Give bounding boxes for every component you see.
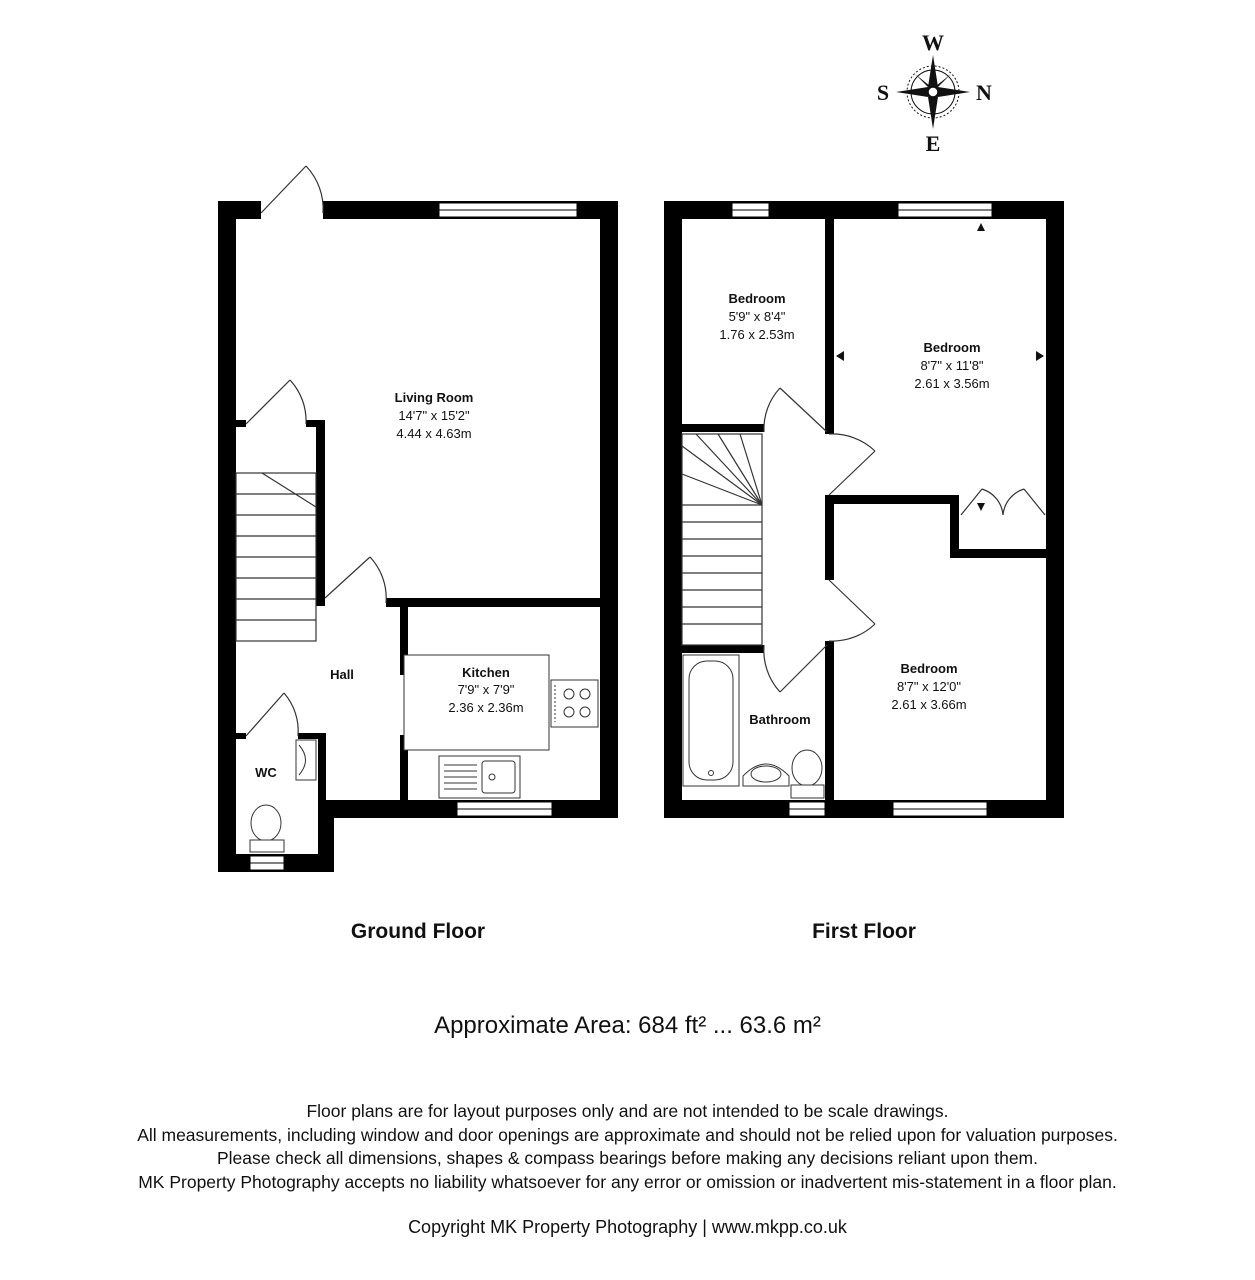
compass-south-label: S: [876, 80, 890, 105]
compass-north-label: N: [976, 80, 992, 105]
front-door: [261, 166, 323, 213]
window: [457, 802, 552, 816]
bedroom-top-name: Bedroom: [923, 340, 981, 355]
copyright: Copyright MK Property Photography | www.mkpp.co.uk: [408, 1217, 847, 1237]
window: [250, 856, 284, 870]
wall: [306, 420, 325, 427]
ground-floor-plan: [218, 166, 618, 872]
ground-floor-title: Ground Floor: [350, 920, 486, 943]
window: [893, 802, 987, 816]
arrow-marker: [836, 351, 844, 361]
kitchen-metric: 2.36 x 2.36m: [448, 700, 524, 715]
wall: [664, 201, 1064, 219]
wall: [682, 424, 764, 432]
window: [789, 802, 825, 816]
hob: [551, 680, 598, 727]
toilet: [250, 805, 284, 852]
wall: [386, 598, 600, 607]
wc-door: [246, 693, 298, 736]
wall: [664, 201, 682, 818]
wall: [1046, 201, 1064, 818]
bathroom-basin: [743, 764, 789, 786]
room-label-bedroom-small: [719, 291, 794, 342]
window: [732, 203, 769, 217]
ground-stairs: [236, 473, 316, 641]
door: [764, 388, 827, 432]
compass-east-label: E: [925, 131, 941, 156]
arrow-marker: [977, 223, 985, 231]
wc-basin: [296, 740, 316, 780]
bathroom-door: [764, 645, 827, 692]
compass-west-label: W: [922, 30, 944, 55]
hall-label: Hall: [330, 667, 354, 682]
room-label-bedroom-top: [914, 340, 989, 391]
wall: [825, 495, 952, 504]
wc-label: WC: [255, 765, 277, 780]
wall: [236, 420, 246, 427]
wall: [218, 201, 236, 872]
window: [439, 203, 577, 217]
living-room-imperial: 14'7" x 15'2": [398, 408, 470, 423]
bedroom-bottom-metric: 2.61 x 3.66m: [891, 697, 967, 712]
bedroom-top-metric: 2.61 x 3.56m: [914, 376, 990, 391]
door: [325, 557, 386, 603]
wall: [825, 641, 834, 803]
bedroom-bottom-name: Bedroom: [900, 661, 958, 676]
wall: [664, 800, 1064, 818]
approximate-area: Approximate Area: 684 ft² ... 63.6 m²: [434, 1012, 821, 1039]
wall: [236, 733, 246, 739]
room-label-bedroom-bottom: [891, 661, 966, 712]
wardrobe-doors: [961, 489, 1045, 515]
bedroom-small-imperial: 5'9" x 8'4": [728, 309, 786, 324]
bathtub: [683, 655, 739, 786]
wall: [950, 549, 1046, 558]
compass-rose: [877, 30, 992, 156]
door: [246, 380, 306, 424]
bedroom-bottom-imperial: 8'7" x 12'0": [896, 679, 962, 694]
disclaimer: [0, 1100, 1255, 1194]
wall: [825, 219, 834, 434]
bedroom-small-metric: 1.76 x 2.53m: [719, 327, 795, 342]
wall: [682, 645, 764, 653]
living-room-name: Living Room: [394, 390, 474, 405]
disclaimer-line: MK Property Photography accepts no liability whatsoever for any error or omission or inadvertent mis-statement in a floor plan.: [138, 1171, 1117, 1192]
arrow-marker: [977, 503, 985, 511]
wall: [950, 495, 959, 557]
bedroom-small-name: Bedroom: [728, 291, 786, 306]
arrow-marker: [1036, 351, 1044, 361]
wall: [600, 201, 618, 818]
wall: [218, 201, 261, 219]
bathroom-label: Bathroom: [749, 712, 811, 727]
window: [898, 203, 992, 217]
living-room-metric: 4.44 x 4.63m: [396, 426, 472, 441]
disclaimer-line: Floor plans are for layout purposes only and are not intended to be scale drawings.: [306, 1101, 949, 1121]
first-stairs: [682, 434, 762, 645]
door: [829, 434, 875, 495]
first-floor-plan: [664, 201, 1064, 818]
kitchen-name: Kitchen: [462, 665, 510, 680]
wall: [316, 420, 325, 606]
first-floor-title: First Floor: [812, 920, 916, 943]
door: [829, 580, 875, 641]
room-label-living-room: [395, 390, 474, 441]
kitchen-imperial: 7'9" x 7'9": [457, 682, 515, 697]
disclaimer-line: Please check all dimensions, shapes & compass bearings before making any decisions reliant upon them.: [216, 1148, 1038, 1168]
disclaimer-line: All measurements, including window and door openings are approximate and should not be relied upon for valuation purposes.: [137, 1124, 1118, 1145]
bathroom-toilet: [791, 750, 824, 798]
wall: [825, 495, 834, 580]
bedroom-top-imperial: 8'7" x 11'8": [920, 358, 984, 373]
kitchen-sink: [439, 756, 520, 798]
wall: [318, 733, 326, 803]
